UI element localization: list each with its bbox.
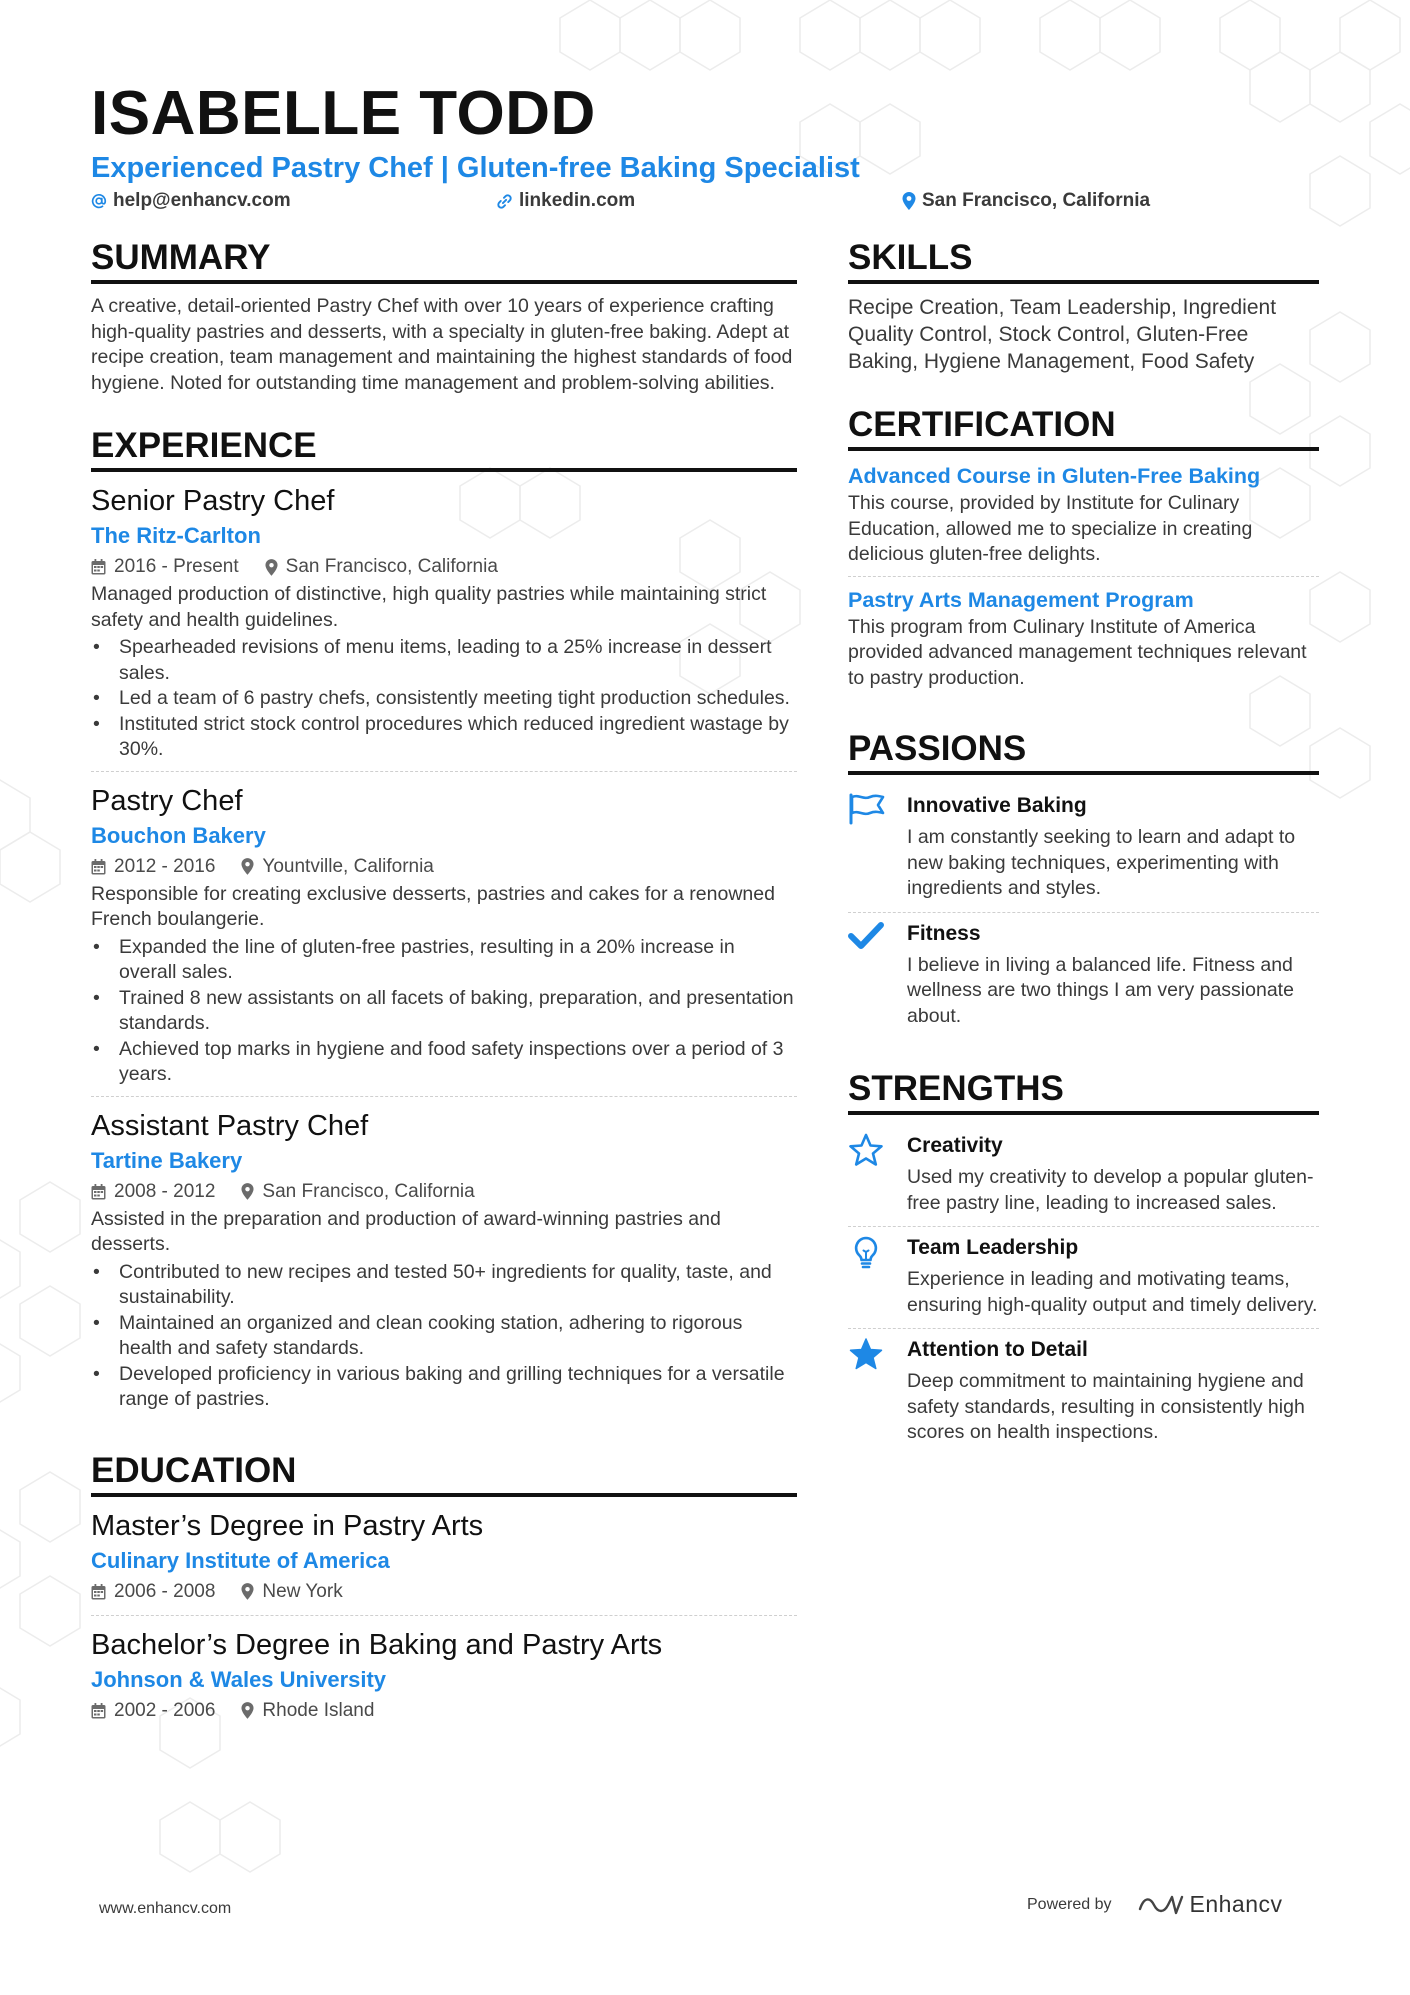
certification-name: Advanced Course in Gluten-Free Baking [848,464,1261,488]
job-meta [91,1177,797,1207]
certification-section [848,403,1319,699]
summary-text: A creative, detail-oriented Pastry Chef with over 10 years of experience crafting high-quality pastries and desserts, with a specialty in gluten-free baking. Adept at recipe creation, team management and maintaining the highest standards of food hygiene. Noted for outstanding time management and problem-solving abilities. [91,295,793,394]
passion-entry [848,913,1319,1040]
education-heading: EDUCATION [91,1449,797,1497]
education-meta [91,1577,797,1607]
strengths-heading: STRENGTHS [848,1067,1319,1115]
location-text: San Francisco, California [922,190,1151,211]
certification-description: This program from Culinary Institute of America provided advanced management techniques relevant to pastry production. [848,615,1307,689]
strength-description: Experience in leading and motivating teams, ensuring high-quality output and timely delivery. [907,1268,1318,1316]
strength-name: Attention to Detail [907,1338,1088,1361]
strength-description: Used my creativity to develop a popular gluten-free pastry line, leading to increased sales. [907,1166,1314,1214]
footer-powered-by[interactable] [1027,1891,1283,1918]
summary-section [91,236,797,396]
enhancv-brand: Enhancv [1189,1891,1283,1917]
calendar-icon [91,1184,106,1200]
education-location: Rhode Island [262,1699,375,1721]
school-name: Culinary Institute of America [91,1547,390,1573]
certification-entry [848,461,1319,577]
job-meta [91,552,797,582]
passion-name: Innovative Baking [907,794,1087,817]
education-meta [91,1696,797,1726]
enhancv-logo-icon [1138,1893,1184,1917]
calendar-icon [91,1584,106,1600]
candidate-tagline: Experienced Pastry Chef | Gluten-free Baking Specialist [91,152,860,184]
map-pin-icon [902,192,916,210]
job-title: Pastry Chef [91,784,243,817]
passions-heading: PASSIONS [848,727,1319,775]
degree-title: Bachelor’s Degree in Baking and Pastry Arts [91,1628,663,1661]
experience-section [91,424,797,1421]
education-section [91,1449,797,1734]
passion-entry [848,785,1319,913]
strength-entry [848,1227,1319,1329]
company-name: Bouchon Bakery [91,822,266,848]
strength-entry [848,1329,1319,1456]
skills-section [848,236,1319,375]
map-pin-icon [241,1183,254,1200]
map-pin-icon [241,858,254,875]
certification-entry [848,585,1319,700]
job-bullet: • Developed proficiency in various baking and grilling techniques for a versatile range of pastries. [91,1362,797,1413]
job-bullet: • Spearheaded revisions of menu items, leading to a 25% increase in dessert sales. [91,635,797,686]
map-pin-icon [241,1702,254,1719]
education-location: New York [262,1580,343,1602]
job-bullet: • Maintained an organized and clean cooking station, adhering to rigorous health and safety standards. [91,1311,797,1362]
degree-title: Master’s Degree in Pastry Arts [91,1509,484,1542]
map-pin-icon [241,1583,254,1600]
job-meta [91,852,797,882]
link-icon [496,193,513,210]
experience-entry [91,482,797,772]
certification-name: Pastry Arts Management Program [848,587,1194,612]
right-column [848,236,1319,1484]
job-title: Assistant Pastry Chef [91,1109,369,1142]
job-bullets [91,935,797,1088]
certification-description: This course, provided by Institute for Culinary Education, allowed me to specialize in creating delicious gluten-free delights. [848,492,1253,565]
job-bullet: • Expanded the line of gluten-free pastries, resulting in a 20% increase in overall sales. [91,935,797,986]
passion-description: I am constantly seeking to learn and adapt to new baking techniques, experimenting with ingredients and styles. [907,826,1296,899]
passion-name: Fitness [907,921,981,945]
star-outline-icon [848,1133,884,1167]
strength-entry [848,1125,1319,1227]
checkmark-icon [848,921,884,951]
linkedin-contact[interactable] [496,190,635,212]
job-bullet: • Led a team of 6 pastry chefs, consistently meeting tight production schedules. [91,686,797,712]
education-dates: 2006 - 2008 [114,1580,216,1602]
company-name: Tartine Bakery [91,1147,243,1173]
experience-entry [91,1107,797,1421]
passion-description: I believe in living a balanced life. Fitness and wellness are two things I am very passionate about. [907,953,1294,1027]
passions-section [848,727,1319,1039]
flag-icon [848,793,886,825]
skills-heading: SKILLS [848,236,1319,284]
job-description: Assisted in the preparation and production of award-winning pastries and desserts. [91,1207,721,1255]
job-location: San Francisco, California [262,1180,475,1202]
job-dates: 2012 - 2016 [114,855,216,877]
company-name: The Ritz-Carlton [91,523,261,548]
skills-text: Recipe Creation, Team Leadership, Ingredient Quality Control, Stock Control, Gluten-Free Baking, Hygiene Management, Food Safety [848,296,1277,373]
education-entry [91,1507,797,1616]
certification-heading: CERTIFICATION [848,403,1319,451]
job-bullets [91,1260,797,1413]
job-description: Managed production of distinctive, high quality pastries while maintaining strict safety and health guidelines. [91,583,767,631]
experience-heading: EXPERIENCE [91,424,797,472]
school-name: Johnson & Wales University [91,1666,387,1692]
at-sign-icon [91,193,107,209]
candidate-name: ISABELLE TODD [91,79,596,148]
summary-heading: SUMMARY [91,236,797,284]
strength-name: Creativity [907,1134,1003,1157]
powered-by-label: Powered by [1027,1895,1112,1913]
calendar-icon [91,559,106,575]
calendar-icon [91,859,106,875]
strengths-section [848,1067,1319,1456]
star-filled-icon [848,1337,884,1371]
job-dates: 2016 - Present [114,556,239,577]
job-bullet: • Achieved top marks in hygiene and food safety inspections over a period of 3 years. [91,1037,797,1088]
lightbulb-icon [848,1235,884,1271]
job-bullets [91,635,797,763]
strength-description: Deep commitment to maintaining hygiene and safety standards, resulting in consistently high scores on health inspections. [907,1370,1305,1443]
job-dates: 2008 - 2012 [114,1180,216,1202]
education-entry [91,1626,797,1734]
map-pin-icon [265,559,278,576]
strength-name: Team Leadership [907,1236,1079,1259]
contact-row [0,190,1410,216]
email-text: help@enhancv.com [113,190,291,211]
education-dates: 2002 - 2006 [114,1699,216,1721]
job-description: Responsible for creating exclusive desserts, pastries and cakes for a renowned French boulangerie. [91,882,775,930]
calendar-icon [91,1703,106,1719]
job-bullet: • Trained 8 new assistants on all facets of baking, preparation, and presentation standards. [91,986,797,1037]
email-contact[interactable] [91,190,291,212]
experience-entry [91,782,797,1097]
linkedin-text: linkedin.com [519,190,636,211]
job-bullet: • Instituted strict stock control procedures which reduced ingredient wastage by 30%. [91,712,797,763]
left-column [91,236,797,1762]
job-title: Senior Pastry Chef [91,485,335,517]
job-bullet: • Contributed to new recipes and tested 50+ ingredients for quality, taste, and sustainability. [91,1260,797,1311]
job-location: San Francisco, California [285,556,498,577]
job-location: Yountville, California [262,855,434,877]
footer-website[interactable]: www.enhancv.com [99,1900,232,1917]
location-contact [902,190,1150,212]
